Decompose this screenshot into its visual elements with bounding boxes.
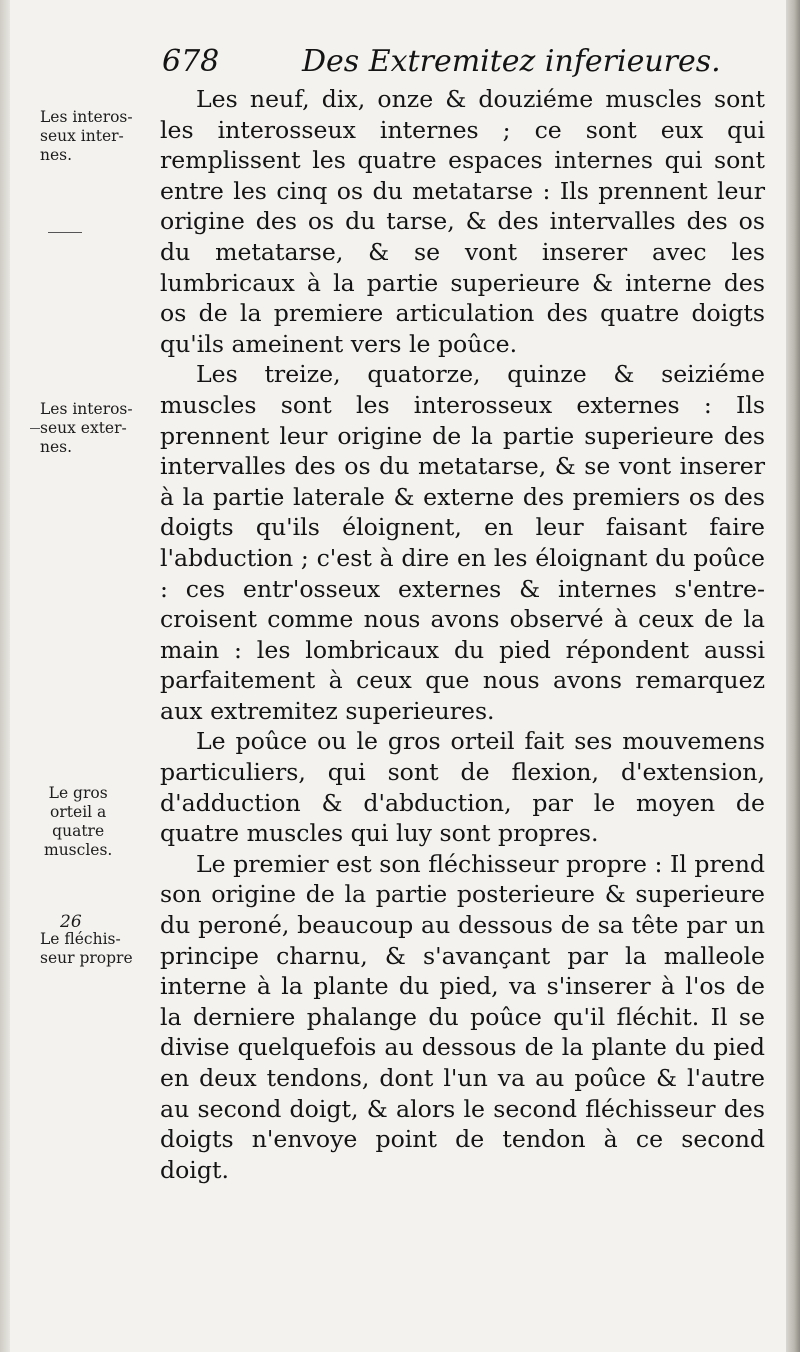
page-header: [162, 44, 762, 84]
margin-dash: [48, 232, 82, 233]
margin-note-line: muscles.: [44, 841, 113, 859]
paragraph-flechisseur-propre: Le premier est son fléchisseur propre : Il prend son origine de la partie posterieure & superieure du peroné, beaucoup au dessous de sa tête par un principe charnu, & s'avançant par la malleole interne à la plante du pied, va s'inserer à l'os de la derniere phalange du poûce qu'il fléchit. Il se divise quelquefois au dessous de la plante du pied en deux tendons, dont l'un va au poûce & l'autre au second doigt, & alors le second fléchisseur des doigts n'envoye point de tendon à ce second doigt.: [160, 849, 765, 1184]
margin-note-line: seux exter-: [40, 419, 127, 437]
margin-note-gros-orteil: [44, 784, 112, 860]
margin-note-line: quatre: [52, 822, 105, 840]
margin-note-line: nes.: [40, 146, 73, 164]
margin-note-interosseux-externes: [40, 400, 133, 457]
paragraph-interosseux-internes: Les neuf, dix, onze & douziéme muscles sont les interosseux internes ; ce sont eux qui remplissent les quatre espaces internes qui sont entre les cinq os du metatarse : Ils prennent leur origine des os du tarse, & des intervalles des os du metatarse, & se vont inserer avec les lumbricaux à la partie superieure & interne des os de la premiere articulation des quatre doigts qu'ils ameinent vers le poûce.: [160, 85, 765, 358]
margin-note-line: orteil a: [50, 803, 107, 821]
page-number: 678: [162, 44, 220, 79]
body-text: [160, 84, 765, 1185]
page-edge-shadow: [786, 0, 800, 1352]
margin-note-flechisseur: [40, 930, 133, 968]
margin-note-line: seur propre: [40, 949, 133, 967]
margin-note-line: nes.: [40, 438, 73, 456]
margin-note-line: Le gros: [48, 784, 108, 802]
marginal-number: 26: [60, 912, 82, 932]
paragraph-gros-orteil: Le poûce ou le gros orteil fait ses mouvemens particuliers, qui sont de flexion, d'extension, d'adduction & d'abduction, par le moyen de quatre muscles qui luy sont propres.: [160, 727, 765, 848]
margin-note-line: Les interos-: [40, 108, 133, 126]
margin-dash: [30, 428, 40, 429]
paragraph-interosseux-externes: Les treize, quatorze, quinze & seiziéme muscles sont les interosseux externes : Ils prennent leur origine de la partie superieure des intervalles des os du metatarse, & se vont inserer à la partie laterale & externe des premiers os des doigts qu'ils éloignent, en leur faisant faire l'abduction ; c'est à dire en les éloignant du poûce : ces entr'osseux externes & internes s'entre-croisent comme nous avons observé à ceux de la main : les lombricaux du pied répondent aussi parfaitement à ceux que nous avons remarquez aux extremitez superieures.: [160, 360, 765, 725]
margin-note-line: seux inter-: [40, 127, 124, 145]
running-title: Des Extremitez inferieures.: [302, 44, 721, 79]
margin-note-interosseux-internes: [40, 108, 133, 165]
margin-note-line: Le fléchis-: [40, 930, 121, 948]
margin-note-line: Les interos-: [40, 400, 133, 418]
